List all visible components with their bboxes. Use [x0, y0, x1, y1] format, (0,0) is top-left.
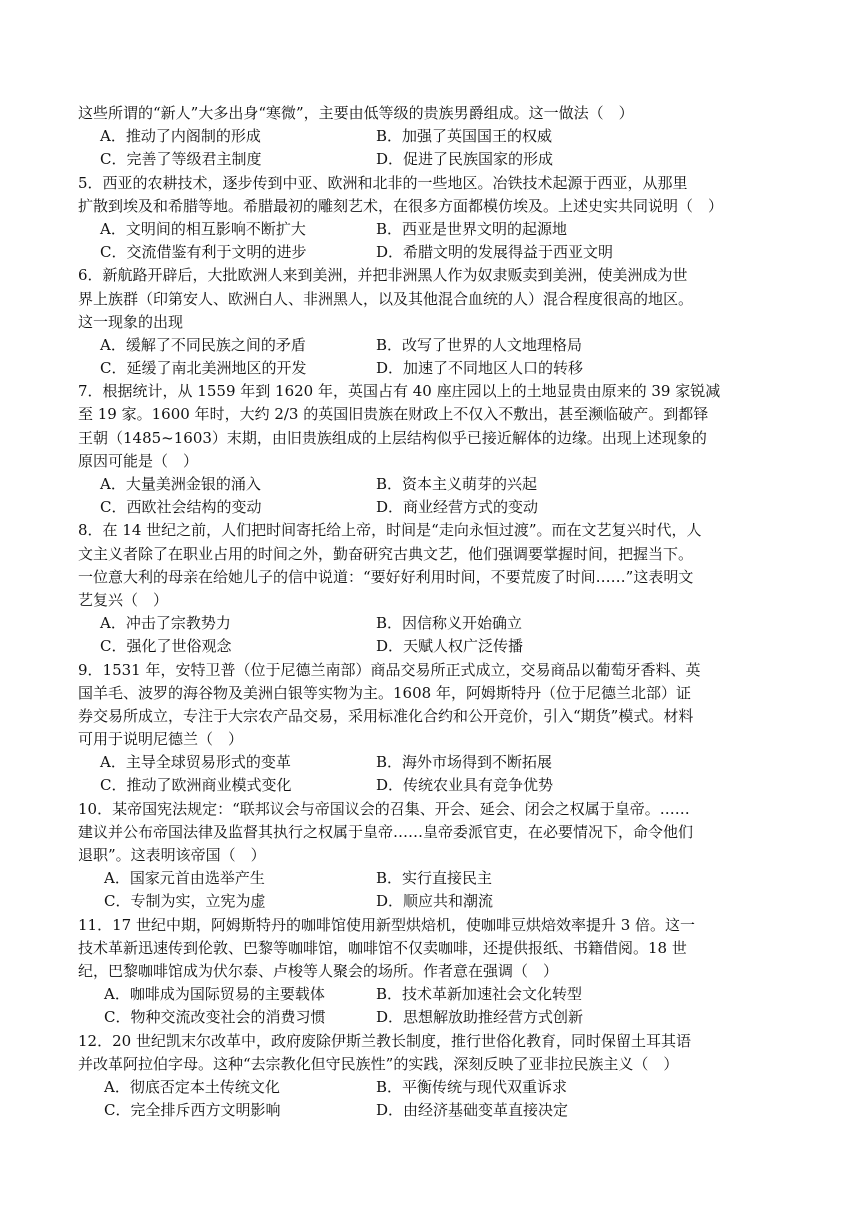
question-stem-line: 王朝（1485~1603）末期，由旧贵族组成的上层结构似乎已接近解体的边缘。出现上述现象的 — [78, 428, 707, 447]
option-d: D．天赋人权广泛传播 — [376, 637, 524, 656]
option-row — [78, 774, 786, 797]
option-d: D．希腊文明的发展得益于西亚文明 — [376, 243, 614, 262]
question-list — [78, 102, 786, 1122]
question-stem-line: 界上族群（印第安人、欧洲白人、非洲黑人，以及其他混合血统的人）混合程度很高的地区。 — [78, 289, 694, 308]
question-10 — [78, 798, 786, 914]
question-stem-line: 国羊毛、波罗的海谷物及美洲白银等实物为主。1608 年，阿姆斯特丹（位于尼德兰北部）证 — [78, 683, 691, 702]
question-stem-line: 5．西亚的农耕技术，逐步传到中亚、欧洲和北非的一些地区。冶铁技术起源于西亚，从那里 — [78, 173, 688, 192]
option-d: D．加速了不同地区人口的转移 — [376, 359, 584, 378]
question-stem-line: 文主义者除了在职业占用的时间之外，勤奋研究古典文艺，他们强调要掌握时间，把握当下。 — [78, 544, 694, 563]
option-a: A．彻底否定本土传统文化 — [104, 1077, 280, 1096]
option-b: B．加强了英国国王的权威 — [376, 127, 553, 146]
option-a: A．文明间的相互影响不断扩大 — [100, 219, 306, 238]
option-b: B．西亚是世界文明的起源地 — [376, 219, 568, 238]
question-stem-line: 这一现象的出现 — [78, 312, 184, 331]
question-stem-line: 10．某帝国宪法规定：“联邦议会与帝国议会的召集、开会、延会、闭会之权属于皇帝。…… — [78, 799, 690, 818]
option-row — [78, 241, 786, 264]
option-d: D．商业经营方式的变动 — [376, 498, 539, 517]
option-b: B．资本主义萌芽的兴起 — [376, 475, 538, 493]
question-stem-line: 并改革阿拉伯字母。这种“去宗教化但守民族性”的实践，深刻反映了亚非拉民族主义（ ） — [78, 1054, 679, 1073]
option-c: C．推动了欧洲商业模式变化 — [100, 776, 292, 795]
question-stem-line: 建议并公布帝国法律及监督其执行之权属于皇帝……皇帝委派官吏，在必要情况下，命令他们 — [78, 822, 694, 841]
question-stem-line: 8．在 14 世纪之前，人们把时间寄托给上帝，时间是“走向永恒过渡”。而在文艺复兴时代，人 — [78, 521, 702, 540]
option-d: D．顺应共和潮流 — [376, 892, 494, 911]
question-stem-line: 退职”。这表明该帝国（ ） — [78, 846, 266, 864]
option-c: C．交流借鉴有利于文明的进步 — [100, 243, 307, 262]
option-row — [78, 218, 786, 241]
option-row — [78, 751, 786, 774]
question-4 — [78, 102, 786, 172]
option-c: C．西欧社会结构的变动 — [100, 498, 262, 517]
option-a: A．冲击了宗教势力 — [100, 614, 231, 633]
option-b: B．实行直接民主 — [376, 869, 493, 888]
option-d: D．由经济基础变革直接决定 — [376, 1101, 569, 1120]
option-row — [78, 125, 786, 148]
option-a: A．主导全球贸易形式的变革 — [100, 753, 291, 772]
option-d: D．传统农业具有竞争优势 — [376, 776, 554, 795]
option-row — [78, 334, 786, 357]
option-row — [78, 496, 786, 519]
option-c: C．完全排斥西方文明影响 — [104, 1101, 281, 1120]
option-d: D．促进了民族国家的形成 — [376, 150, 554, 169]
option-a: A．大量美洲金银的涌入 — [100, 475, 261, 493]
option-c: C．专制为实，立宪为虚 — [104, 892, 266, 911]
question-6 — [78, 264, 786, 380]
option-row — [78, 148, 786, 171]
question-stem-line: 技术革新迅速传到伦敦、巴黎等咖啡馆，咖啡馆不仅卖咖啡，还提供报纸、书籍借阅。18 世 — [78, 938, 687, 957]
option-a: A．国家元首由选举产生 — [104, 869, 265, 888]
question-5 — [78, 172, 786, 265]
option-row — [78, 1099, 786, 1122]
question-11 — [78, 914, 786, 1030]
question-stem-line: 9．1531 年，安特卫普（位于尼德兰南部）商品交易所正式成立，交易商品以葡萄牙香料、英 — [78, 660, 701, 679]
question-stem-line: 这些所谓的“新人”大多出身“寒微”，主要由低等级的贵族男爵组成。这一做法（ ） — [78, 104, 634, 122]
option-b: B．海外市场得到不断拓展 — [376, 753, 553, 772]
option-a: A．推动了内阁制的形成 — [100, 127, 261, 146]
option-b: B．平衡传统与现代双重诉求 — [376, 1077, 568, 1096]
option-b: B．技术革新加速社会文化转型 — [376, 985, 583, 1004]
option-d: D．思想解放助推经营方式创新 — [376, 1008, 584, 1027]
option-a: A．缓解了不同民族之间的矛盾 — [100, 335, 306, 354]
option-row — [78, 1076, 786, 1099]
question-stem-line: 艺复兴（ ） — [78, 590, 169, 609]
question-9 — [78, 659, 786, 798]
question-8 — [78, 519, 786, 658]
option-row — [78, 473, 786, 496]
option-b: B．因信称义开始确立 — [376, 614, 523, 633]
option-c: C．物种交流改变社会的消费习惯 — [104, 1008, 326, 1027]
question-stem-line: 原因可能是（ ） — [78, 451, 199, 470]
question-stem-line: 券交易所成立，专注于大宗农产品交易，采用标准化合约和公开竞价，引入“期货”模式。材料 — [78, 706, 694, 725]
option-row — [78, 867, 786, 890]
option-c: C．强化了世俗观念 — [100, 637, 232, 656]
question-stem-line: 11．17 世纪中期，阿姆斯特丹的咖啡馆使用新型烘焙机，使咖啡豆烘焙效率提升 3 倍。这一 — [78, 915, 696, 934]
option-row — [78, 612, 786, 635]
question-stem-line: 扩散到埃及和希腊等地。希腊最初的雕刻艺术，在很多方面都模仿埃及。上述史实共同说明（ ） — [78, 196, 724, 215]
question-stem-line: 7．根据统计，从 1559 年到 1620 年，英国占有 40 座庄园以上的土地显贵由原来的 39 家锐减 — [78, 382, 721, 401]
question-stem-line: 至 19 家。1600 年时，大约 2/3 的英国旧贵族在财政上不仅入不敷出，甚至濒临破产。到都铎 — [78, 405, 709, 424]
question-stem-line: 一位意大利的母亲在给她儿子的信中说道：“要好好利用时间，不要荒废了时间……”这表明文 — [78, 567, 694, 586]
option-row — [78, 983, 786, 1006]
question-12 — [78, 1030, 786, 1123]
option-row — [78, 357, 786, 380]
option-c: C．完善了等级君主制度 — [100, 150, 262, 169]
question-stem-line: 纪，巴黎咖啡馆成为伏尔泰、卢梭等人聚会的场所。作者意在强调（ ） — [78, 961, 559, 980]
question-stem-line: 12．20 世纪凯末尔改革中，政府废除伊斯兰教长制度，推行世俗化教育，同时保留土耳其语 — [78, 1031, 691, 1050]
option-row — [78, 890, 786, 913]
question-stem-line: 6．新航路开辟后，大批欧洲人来到美洲，并把非洲黑人作为奴隶贩卖到美洲，使美洲成为世 — [78, 266, 688, 285]
option-a: A．咖啡成为国际贸易的主要载体 — [104, 985, 325, 1004]
question-7 — [78, 380, 786, 519]
option-c: C．延缓了南北美洲地区的开发 — [100, 359, 307, 378]
option-b: B．改写了世界的人文地理格局 — [376, 335, 583, 354]
question-stem-line: 可用于说明尼德兰（ ） — [78, 730, 244, 749]
option-row — [78, 635, 786, 658]
option-row — [78, 1006, 786, 1029]
